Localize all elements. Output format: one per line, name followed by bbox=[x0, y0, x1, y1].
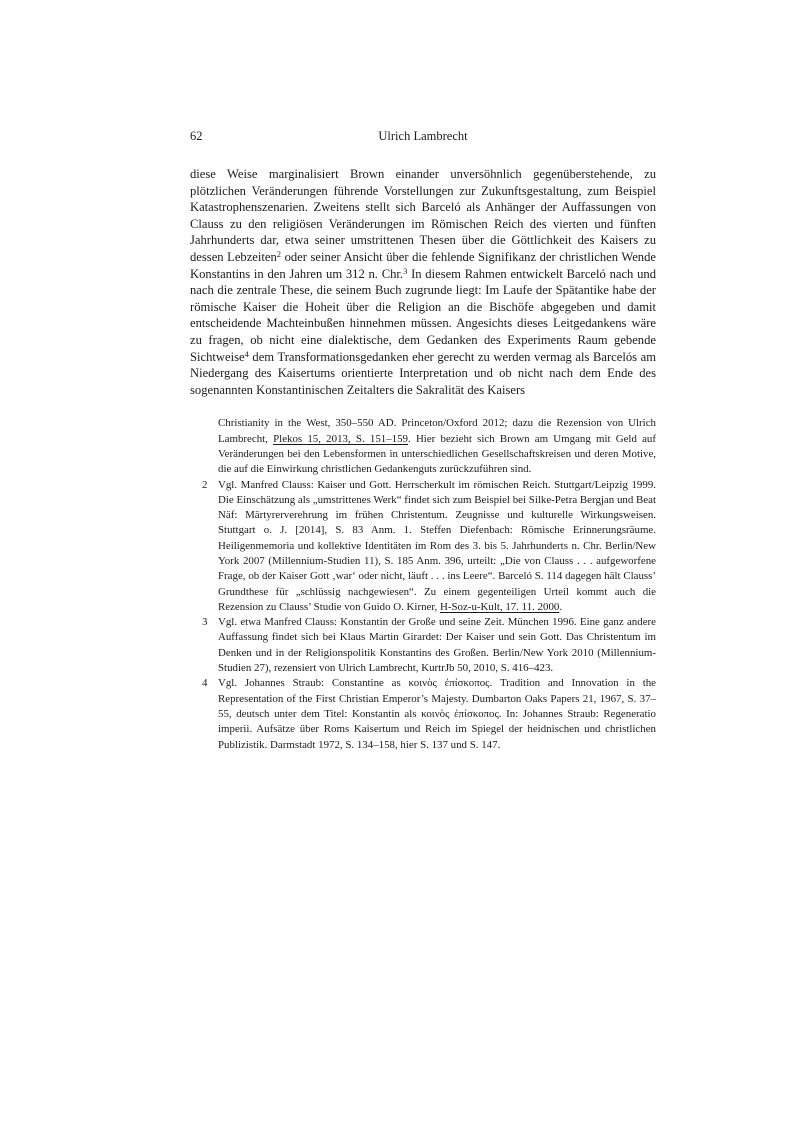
footnote-2-text-before-link: Vgl. Manfred Clauss: Kaiser und Gott. Herrscherkult im römischen Reich. Stuttgart/Leipzig 1999. Die Einschätzung als „umstrittenes Werk“ findet sich zum Beispiel bei Silke-Petra Bergjan und Beat Näf: Märtyrerverehrung im frühen Christentum. Zeugnisse und kulturelle Wirkungsweisen. Stuttgart o. J. [2014], S. 83 Anm. 1. Steffen Diefenbach: Römische Erinnerungsräume. Heiligenmemoria und kollektive Identitäten im Rom des 3. bis 5. Jahrhunderts n. Chr. Berlin/New York 2007 (Millennium-Studien 11), S. 185 Anm. 396, urteilt: „Die von Clauss . . . aufgeworfene Frage, ob der Kaiser Gott ‚war‘ oder nicht, läuft . . . ins Leere“. Barceló S. 114 dagegen hält Clauss’ Grundthese für „schlüssig nachgewiesen“. Zu einem gegenteiligen Urteil kommt auch die Rezension zu Clauss’ Studie von Guido O. Kirner, bbox=[218, 478, 656, 613]
body-text-part-2: oder seiner Ansicht über die fehlende Signifikanz der christlichen Wende Konstantins in den Jahren um 312 n. Chr. bbox=[190, 249, 656, 281]
footnote-link-plekos[interactable]: Plekos 15, 2013, S. 151–159 bbox=[273, 432, 409, 445]
body-text-part-1: diese Weise marginalisiert Brown einander unversöhnlich gegenüberstehende, zu plötzlichen Veränderungen führende Vorstellungen zur Zukunftsgestaltung, zum Beispiel Katastrophenszenarien. Zweitens stellt sich Barceló als Anhänger der Auffassungen von Clauss zu den religiösen Veränderungen im Römischen Reich des vierten und fünften Jahrhunderts dar, etwa seiner umstrittenen Thesen über die Göttlichkeit des Kaisers zu dessen Lebzeiten bbox=[190, 167, 656, 264]
footnote-link-hsozukult[interactable]: H-Soz-u-Kult, 17. 11. 2000 bbox=[439, 600, 560, 613]
footnote-1-text-before-link: Christianity in the West, 350–550 AD. Princeton/Oxford 2012; dazu die Rezension von Ulrich Lambrecht, bbox=[218, 417, 656, 445]
footnote-marker-2: 2 bbox=[276, 248, 282, 259]
running-head bbox=[190, 128, 656, 144]
text-block bbox=[190, 128, 656, 753]
footnote-3-text: Vgl. etwa Manfred Clauss: Konstantin der Große und seine Zeit. München 1996. Eine ganz andere Auffassung findet sich bei Klaus Martin Girardet: Der Kaiser und sein Gott. Das Christentum im Denken und in der Religionspolitik Konstantins des Großen. Berlin/New York 2010 (Millennium-Studien 27), rezensiert von Ulrich Lambrecht, KurtrJb 50, 2010, S. 416–423. bbox=[218, 616, 656, 675]
body-text-part-3: In diesem Rahmen entwickelt Barceló nach und nach die zentrale These, die seinem Buch zugrunde liegt: Im Laufe der Spätantike habe der römische Kaiser die Hoheit über die Religion an die Bischöfe abgegeben und damit entscheidende Machteinbußen hinnehmen müssen. Angesichts dieses Leitgedankens wäre zu fragen, ob nicht eine dialektische, dem Gedanken des Experiments Raum gebende Sichtweise bbox=[190, 266, 656, 364]
footnote-3-number: 3 bbox=[202, 616, 208, 629]
footnote-marker-4: 4 bbox=[244, 348, 249, 359]
footnote-number-blank bbox=[202, 416, 218, 477]
footnote-2-text-after-link: . bbox=[559, 600, 563, 613]
footnote-4-text: Vgl. Johannes Straub: Constantine as κοινὸς ἐπίσκοπος. Tradition and Innovation in the Representation of the First Christian Emperor’s Majesty. Dumbarton Oaks Papers 21, 1967, S. 37–55, deutsch unter dem Titel: Konstantin als κοινὸς ἐπίσκοπος. In: Johannes Straub: Regeneratio imperii. Aufsätze über Roms Kaisertum und Reich im Spiegel der heidnischen und christlichen Publizistik. Darmstadt 1972, S. 134–158, hier S. 137 und S. 147. bbox=[218, 677, 656, 751]
footnotes-block bbox=[190, 416, 656, 753]
footnote-4 bbox=[202, 676, 656, 752]
body-paragraph bbox=[190, 166, 656, 398]
footnote-1-text-after-link: . Hier bezieht sich Brown am Umgang mit Geld auf Veränderungen bei den Lebensformen in unterschiedlichen Gesellschaftskreisen und deren Motive, die auf die Einwirkung christlichen Gedankenguts zurückzuführen sind. bbox=[218, 432, 657, 476]
footnote-1-text bbox=[218, 416, 656, 477]
footnote-marker-3: 3 bbox=[403, 265, 408, 276]
footnote-3 bbox=[202, 615, 656, 676]
footnote-4-number: 4 bbox=[202, 677, 208, 690]
running-header-author: Ulrich Lambrecht bbox=[378, 129, 468, 143]
footnote-2-text bbox=[218, 478, 656, 616]
footnote-2-number: 2 bbox=[202, 478, 208, 491]
footnote-2 bbox=[202, 478, 656, 616]
footnote-1-continuation bbox=[202, 416, 656, 477]
body-text-part-4: dem Transformationsgedanken eher gerecht zu werden vermag als Barcelós am Niedergang des Kaisertums orientierte Interpretation und ob nicht nach dem Ende des sogenannten Konstantinischen Zeitalters die Sakralität des Kaisers bbox=[190, 349, 656, 397]
page-number: 62 bbox=[190, 129, 203, 143]
